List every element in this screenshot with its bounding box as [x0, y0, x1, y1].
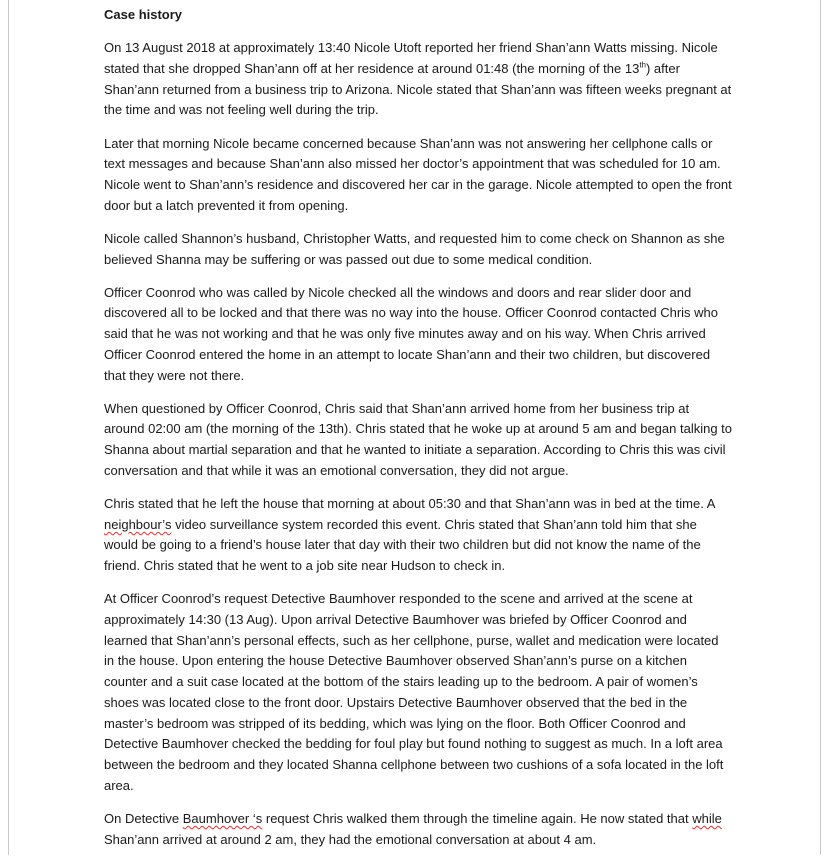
spellcheck-flagged-word[interactable]: Baumhover ‘s	[182, 810, 263, 826]
paragraph-5: When questioned by Officer Coonrod, Chris said that Shan’ann arrived home from her business trip at around 02:00 am (the morning of the 13th). Chris stated that he woke up at around 5 am and began talking to Shanna about martial separation and that he wanted to initiate a separation. According to Chris this was civil conversation and that while it was an emotional conversation, they did not argue.	[104, 400, 733, 478]
paragraph-2: Later that morning Nicole became concerned because Shan’ann was not answering her cellphone calls or text messages and because Shan’ann also missed her doctor’s appointment that was scheduled for 10 am. Nicole went to Shan’ann’s residence and discovered her car in the garage. Nicole attempted to open the front door but a latch prevented it from opening.	[104, 135, 732, 213]
paragraph-8-text-c: Shan’ann arrived at around 2 am, they had the emotional conversation at about 4 am.	[104, 831, 597, 847]
document-body[interactable]	[104, 5, 732, 863]
grammar-flagged-word[interactable]: while	[692, 810, 722, 826]
paragraph-6-text-a: Chris stated that he left the house that morning at about 05:30 and that Shan’ann was in bed at the time. A	[104, 496, 715, 512]
paragraph-3: Nicole called Shannon’s husband, Christopher Watts, and requested him to come check on Shannon as she believed Shanna may be suffering or was passed out due to some medical condition.	[104, 230, 725, 267]
spellcheck-flagged-word[interactable]: neighbour’s	[104, 516, 172, 532]
superscript-th: th	[639, 60, 646, 70]
document-page	[8, 0, 821, 855]
paragraph-8	[104, 809, 732, 850]
paragraph-6	[104, 494, 732, 577]
paragraph-6-text-b: video surveillance system recorded this event. Chris stated that Shan’ann told him that she would be going to a friend’s house later that day with their two children but did not know the name of the friend. Chris stated that he went to a job site near Hudson to check in.	[104, 516, 701, 574]
section-heading: Case history	[104, 7, 183, 22]
paragraph-7: At Officer Coonrod’s request Detective Baumhover responded to the scene and arrived at the scene at approximately 14:30 (13 Aug). Upon arrival Detective Baumhover was briefed by Officer Coonrod and learned that Shan’ann’s personal effects, such as her cellphone, purse, wallet and medication were located in the house. Upon entering the house Detective Baumhover observed Shan’ann’s purse on a kitchen counter and a suit case located at the bottom of the stairs leading up to the bedroom. A pair of women’s shoes was located close to the front door. Upstairs Detective Baumhover observed that the bed in the master’s bedroom was stripped of its bedding, which was lying on the floor. Both Officer Coonrod and Detective Baumhover checked the bedding for foul play but found nothing to suggest as much. In a loft area between the bedroom and they located Shanna cellphone between two cushions of a sofa located in the loft area.	[104, 591, 724, 793]
paragraph-4: Officer Coonrod who was called by Nicole checked all the windows and doors and rear slider door and discovered all to be locked and that there was no way into the house. Officer Coonrod contacted Chris who said that he was not working and that he was only five minutes away and on his way. When Chris arrived Officer Coonrod entered the home in an attempt to locate Shan’ann and their two children, but discovered that they were not there.	[104, 284, 719, 383]
paragraph-8-text-a: On Detective	[104, 810, 183, 826]
paragraph-1	[104, 38, 732, 121]
paragraph-1-text-b: ) after Shan’ann returned from a business trip to Arizona. Nicole stated that Shan’ann was fifteen weeks pregnant at the time and was not feeling well during the trip.	[104, 60, 732, 118]
paragraph-1-text-a: On 13 August 2018 at approximately 13:40 Nicole Utoft reported her friend Shan’ann Watts missing. Nicole stated that she dropped Shan’ann off at her residence at around 01:48 (the morning of the 13	[104, 40, 718, 76]
paragraph-8-text-b: request Chris walked them through the timeline again. He now stated that	[262, 810, 693, 826]
